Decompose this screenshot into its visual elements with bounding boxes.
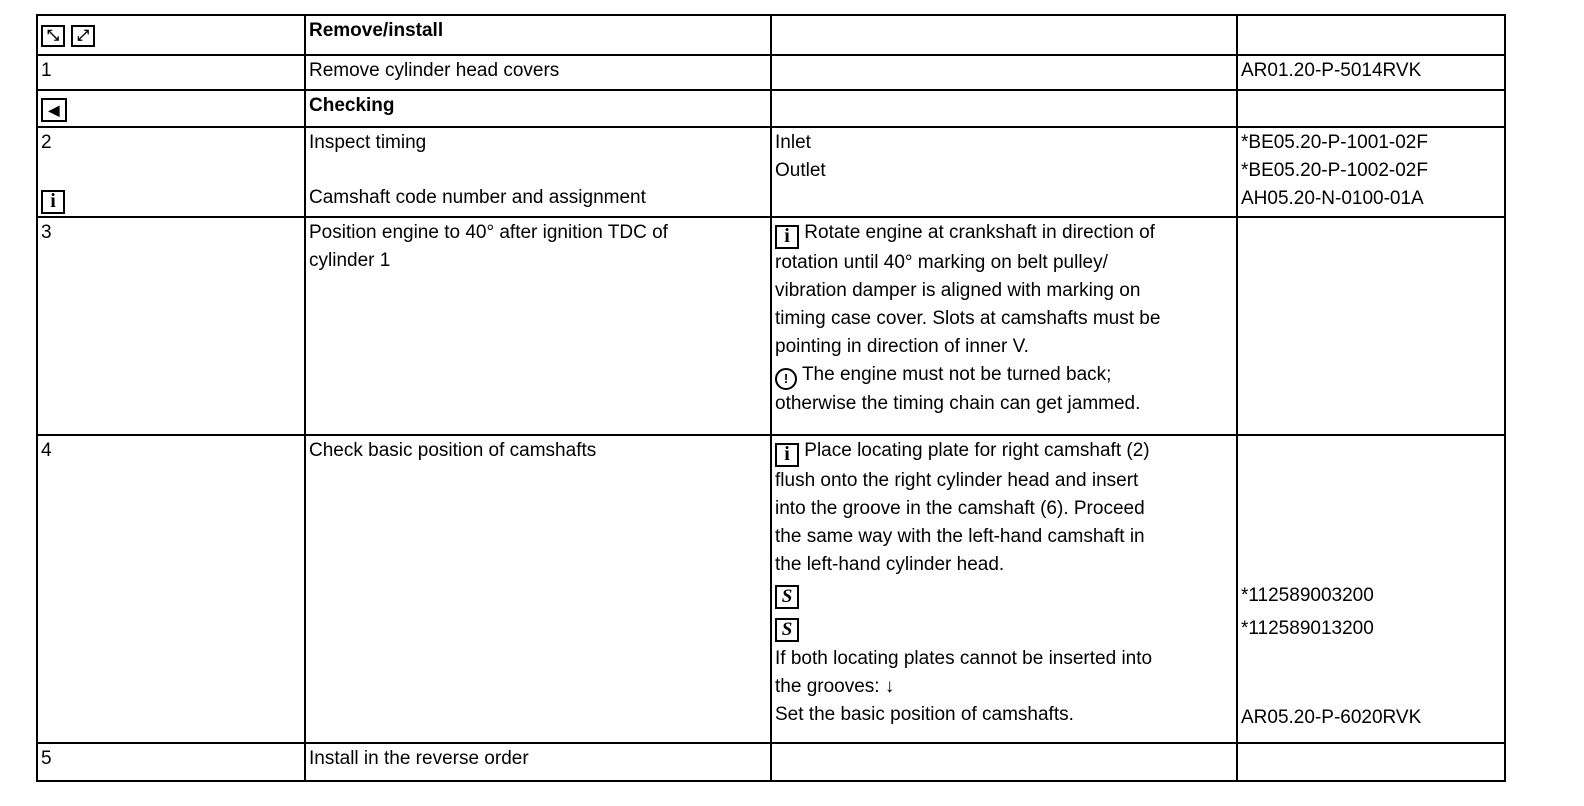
- header-empty-ref-cell: [1237, 15, 1505, 55]
- step-reference-cell: [1237, 127, 1505, 217]
- table-row: [37, 127, 1505, 217]
- view-controls-cell: [37, 15, 305, 55]
- header-row: [37, 15, 1505, 55]
- expand-icon[interactable]: ⤡: [41, 25, 65, 47]
- table-row: [37, 55, 1505, 90]
- warning-line: The engine must not be turned back;: [801, 364, 1112, 385]
- note-line: flush onto the right cylinder head and insert: [775, 470, 1139, 491]
- step-number: 3: [37, 217, 305, 435]
- step-action: Inspect timing: [309, 132, 427, 153]
- table-row: [37, 743, 1505, 781]
- tool-reference-link[interactable]: *112589013200: [1241, 618, 1374, 639]
- step-action: Remove cylinder head covers: [305, 55, 771, 90]
- step-reference-cell: [1237, 435, 1505, 743]
- step-notes: [771, 743, 1237, 781]
- note-line: vibration damper is aligned with marking on: [775, 280, 1141, 301]
- header-empty-cell: [771, 15, 1237, 55]
- reference-link[interactable]: AH05.20-N-0100-01A: [1241, 188, 1424, 209]
- reference-link[interactable]: *BE05.20-P-1002-02F: [1241, 160, 1428, 181]
- section-label: Checking: [305, 90, 771, 127]
- condition-line: If both locating plates cannot be inserted into: [775, 648, 1153, 669]
- step-number: 2: [41, 132, 52, 153]
- note-line: the same way with the left-hand camshaft in: [775, 526, 1145, 547]
- note-line: rotation until 40° marking on belt pulley/: [775, 252, 1108, 273]
- final-note: Set the basic position of camshafts.: [775, 704, 1074, 725]
- note-line: timing case cover. Slots at camshafts must be: [775, 308, 1161, 329]
- collapse-icon[interactable]: ⤢: [71, 25, 95, 47]
- condition-line: the grooves:: [775, 676, 880, 697]
- step-action-cell: [305, 217, 771, 435]
- step-number: 4: [37, 435, 305, 743]
- section-title: Remove/install: [305, 15, 771, 55]
- step-action: Install in the reverse order: [305, 743, 771, 781]
- note-line: Place locating plate for right camshaft (2): [804, 440, 1150, 461]
- table-row: [37, 217, 1505, 435]
- step-number: 1: [37, 55, 305, 90]
- reference-link[interactable]: *BE05.20-P-1001-02F: [1241, 132, 1428, 153]
- special-tool-icon[interactable]: S: [775, 585, 799, 609]
- down-arrow-icon: ↓: [884, 676, 895, 697]
- info-icon: i: [41, 190, 65, 214]
- step-reference-link[interactable]: AR01.20-P-5014RVK: [1237, 55, 1505, 90]
- step-number-cell: [37, 127, 305, 217]
- step-notes-cell: [771, 127, 1237, 217]
- section-row: [37, 90, 1505, 127]
- note-line: pointing in direction of inner V.: [775, 336, 1029, 357]
- note-line: the left-hand cylinder head.: [775, 554, 1005, 575]
- note-outlet: Outlet: [775, 160, 826, 181]
- warning-line: otherwise the timing chain can get jammed.: [775, 393, 1141, 414]
- section-empty-cell: [771, 90, 1237, 127]
- step-action: Check basic position of camshafts: [305, 435, 771, 743]
- step-action-cell: [305, 127, 771, 217]
- section-empty-ref-cell: [1237, 90, 1505, 127]
- tool-reference-link[interactable]: *112589003200: [1241, 585, 1374, 606]
- note-inlet: Inlet: [775, 132, 811, 153]
- step-notes: [771, 55, 1237, 90]
- step-action-line: Position engine to 40° after ignition TDC of: [309, 222, 668, 243]
- info-icon: i: [775, 443, 799, 467]
- warning-icon: !: [775, 368, 797, 390]
- reference-link[interactable]: AR05.20-P-6020RVK: [1241, 707, 1422, 728]
- info-text: Camshaft code number and assignment: [309, 187, 646, 208]
- note-line: into the groove in the camshaft (6). Proceed: [775, 498, 1145, 519]
- step-action-line: cylinder 1: [309, 250, 391, 271]
- procedure-table: [36, 14, 1506, 782]
- step-reference: [1237, 743, 1505, 781]
- step-notes-cell: [771, 435, 1237, 743]
- info-icon: i: [775, 225, 799, 249]
- checking-icon: ◀: [41, 98, 67, 122]
- step-notes-cell: [771, 217, 1237, 435]
- checking-icon-cell: [37, 90, 305, 127]
- step-reference-cell: [1237, 217, 1505, 435]
- note-line: Rotate engine at crankshaft in direction of: [804, 222, 1155, 243]
- step-number: 5: [37, 743, 305, 781]
- table-row: [37, 435, 1505, 743]
- special-tool-icon[interactable]: S: [775, 618, 799, 642]
